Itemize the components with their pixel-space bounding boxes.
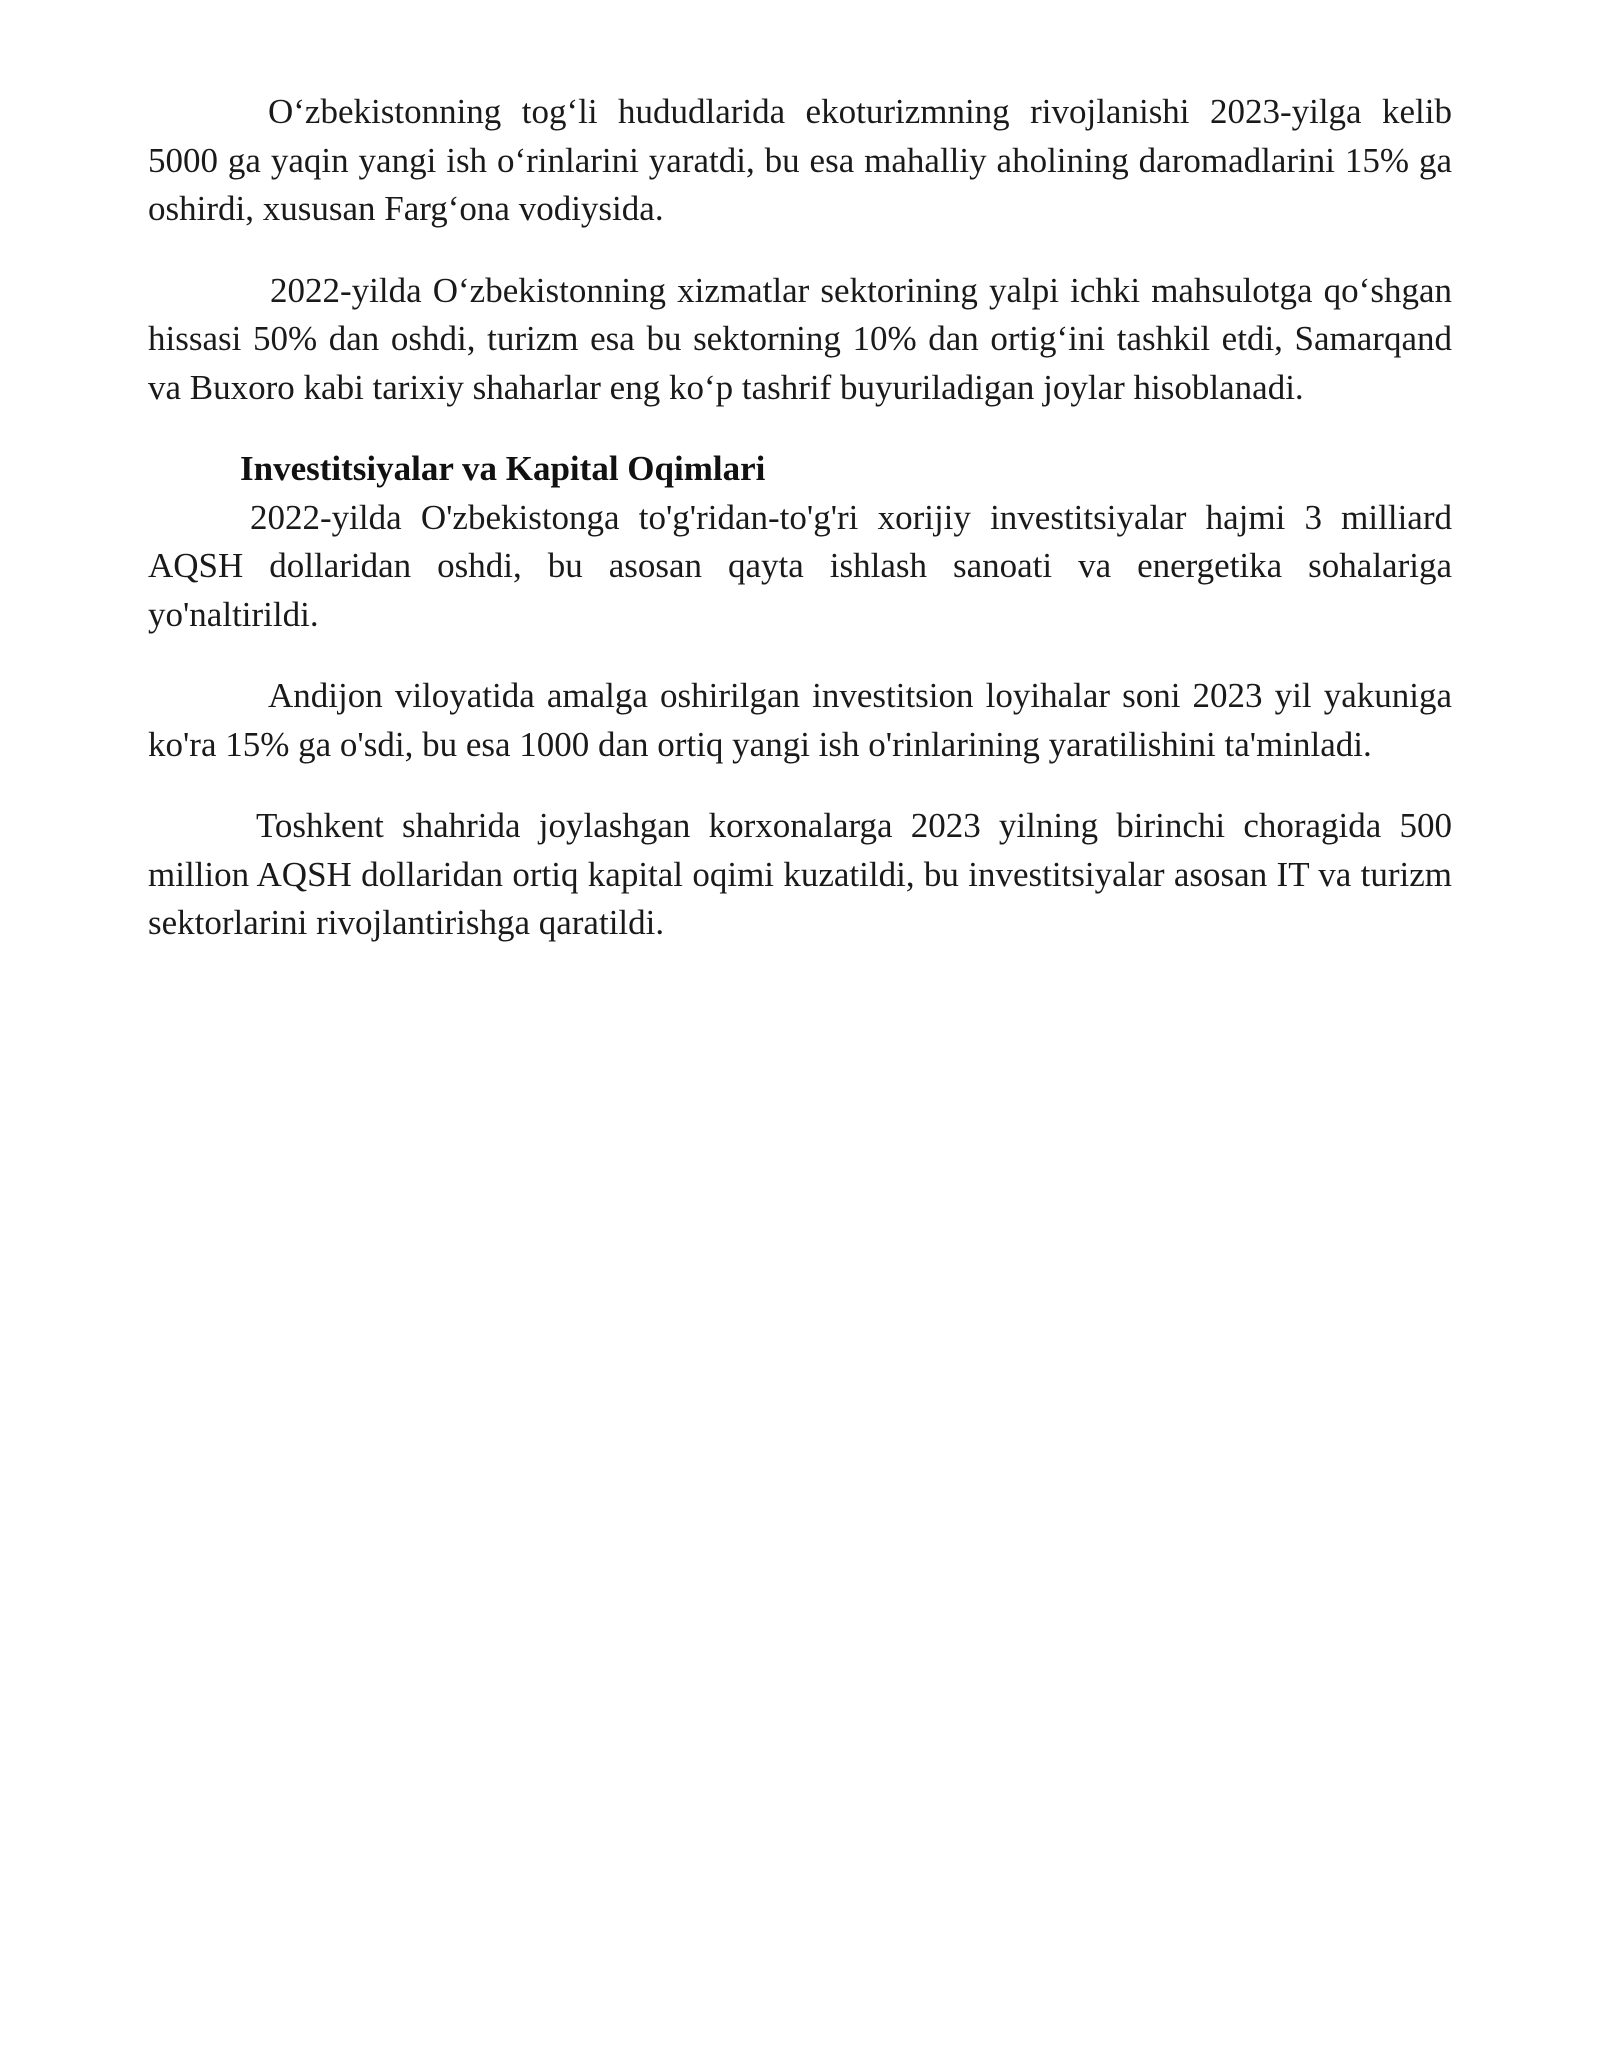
paragraph-foreign-investment: 2022-yilda O'zbekistonga to'g'ridan-to'g'ri xorijiy investitsiyalar hajmi 3 milliard AQSH dollaridan oshdi, bu asosan qayta ishlash sanoati va energetika sohalariga yo'naltirildi. [148,497,1452,634]
document-body [148,88,1452,981]
paragraph-tashkent-capital: Toshkent shahrida joylashgan korxonalarga 2023 yilning birinchi choragida 500 million AQSH dollaridan ortiq kapital oqimi kuzatildi, bu investitsiyalar asosan IT va turizm sektorlarini rivojlantirishga qaratildi. [148,806,1452,942]
section-heading: Investitsiyalar va Kapital Oqimlari [240,449,766,488]
paragraph-ecotourism: O‘zbekistonning tog‘li hududlarida ekoturizmning rivojlanishi 2023-yilga kelib 5000 ga yaqin yangi ish o‘rinlarini yaratdi, bu esa mahalliy aholining daromadlarini 15% ga oshirdi, xususan Farg‘ona vodiysida. [148,92,1452,228]
paragraph-services-sector: 2022-yilda O‘zbekistonning xizmatlar sektorining yalpi ichki mahsulotga qo‘shgan hissasi 50% dan oshdi, turizm esa bu sektorning 10% dan ortig‘ini tashkil etdi, Samarqand va Buxoro kabi tarixiy shaharlar eng ko‘p tashrif buyuriladigan joylar hisoblanadi. [148,270,1452,407]
paragraph-andijan-projects: Andijon viloyatida amalga oshirilgan investitsion loyihalar soni 2023 yil yakuniga ko'ra 15% ga o'sdi, bu esa 1000 dan ortiq yangi ish o'rinlarining yaratilishini ta'minladi. [148,676,1452,764]
